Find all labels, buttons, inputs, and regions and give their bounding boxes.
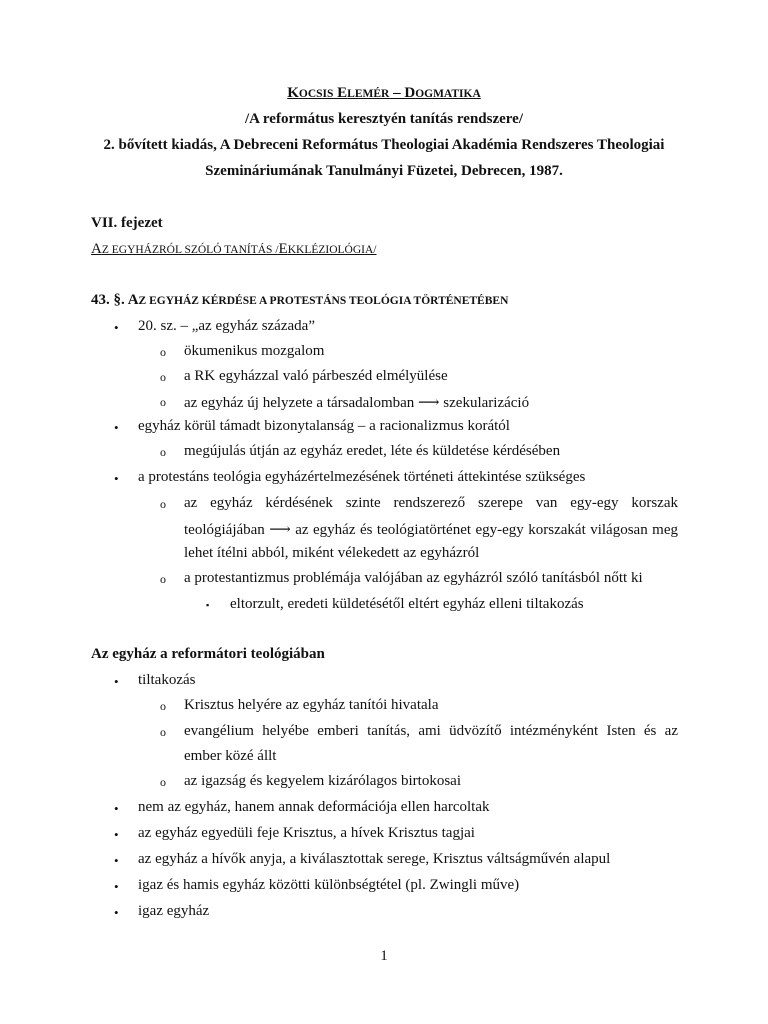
bullet-marker: •: [114, 674, 119, 689]
list-item: az egyház a hívők anyja, a kiválasztottak serege, Krisztus váltságművén alapul: [138, 851, 611, 867]
subtitle: /A református keresztyén tanítás rendszere/: [244, 111, 523, 127]
circle-marker: o: [160, 370, 166, 384]
circle-marker: o: [160, 725, 166, 739]
list-item: Krisztus helyére az egyház tanítói hivatala: [184, 697, 439, 713]
edition-line-1: 2. bővített kiadás, A Debreceni Református Theologiai Akadémia Rendszeres Theologiai: [103, 137, 665, 153]
section-heading: 43. §. AZ EGYHÁZ KÉRDÉSE A PROTESTÁNS TEOLÓGIA TÖRTÉNETÉBEN: [91, 292, 509, 308]
square-marker: ▪: [206, 600, 210, 610]
list-item-continuation: ember közé állt: [184, 748, 277, 764]
list-item-continuation: teológiájában ⟶ az egyház és teológiatörténet egy-egy korszakát világosan meg: [184, 522, 678, 538]
circle-marker: o: [160, 345, 166, 359]
bullet-marker: •: [114, 320, 119, 335]
circle-marker: o: [160, 395, 166, 409]
circle-marker: o: [160, 572, 166, 586]
circle-marker: o: [160, 497, 166, 511]
circle-marker: o: [160, 699, 166, 713]
list-item: evangélium helyébe emberi tanítás, ami üdvözítő intézményként Isten és az: [184, 723, 678, 739]
list-item: a protestáns teológia egyházértelmezésének történeti áttekintése szükséges: [138, 469, 586, 485]
list-item: az egyház kérdésének szinte rendszerező szerepe van egy-egy korszak: [184, 495, 678, 511]
subheading: Az egyház a reformátori teológiában: [91, 646, 325, 662]
list-item-continuation: lehet ítélni abból, miként vélekedett az egyházról: [184, 545, 480, 561]
list-item: 20. sz. – „az egyház százada”: [138, 318, 315, 334]
chapter-number: VII. fejezet: [91, 215, 163, 231]
list-item: a protestantizmus problémája valójában az egyházról szóló tanításból nőtt ki: [184, 570, 643, 586]
bullet-marker: •: [114, 853, 119, 868]
list-item: megújulás útján az egyház eredet, léte és küldetése kérdésében: [184, 443, 561, 459]
chapter-title: AZ EGYHÁZRÓL SZÓLÓ TANÍTÁS /EKKLÉZIOLÓGIA/: [91, 241, 377, 257]
bullet-marker: •: [114, 827, 119, 842]
list-item: eltorzult, eredeti küldetésétől eltért egyház elleni tiltakozás: [230, 596, 584, 612]
edition-line-2: Szemináriumának Tanulmányi Füzetei, Debrecen, 1987.: [205, 163, 563, 179]
list-item: ökumenikus mozgalom: [184, 343, 325, 359]
list-item: a RK egyházzal való párbeszéd elmélyülése: [184, 368, 448, 384]
bullet-marker: •: [114, 801, 119, 816]
circle-marker: o: [160, 445, 166, 459]
bullet-marker: •: [114, 905, 119, 920]
bullet-marker: •: [114, 471, 119, 486]
list-item: nem az egyház, hanem annak deformációja ellen harcoltak: [138, 799, 490, 815]
list-item: az igazság és kegyelem kizárólagos birtokosai: [184, 773, 461, 789]
bullet-marker: •: [114, 879, 119, 894]
list-item: az egyház egyedüli feje Krisztus, a hívek Krisztus tagjai: [138, 825, 475, 841]
list-item: egyház körül támadt bizonytalanság – a racionalizmus korától: [138, 418, 510, 434]
bullet-marker: •: [114, 420, 119, 435]
circle-marker: o: [160, 775, 166, 789]
page-number: 1: [380, 948, 388, 964]
list-item: az egyház új helyzete a társadalomban ⟶ szekularizáció: [184, 395, 530, 411]
list-item: tiltakozás: [138, 672, 196, 688]
list-item: igaz egyház: [138, 903, 210, 919]
author-title: KOCSIS ELEMÉR – DOGMATIKA: [287, 85, 481, 101]
list-item: igaz és hamis egyház közötti különbségtétel (pl. Zwingli műve): [138, 877, 520, 893]
